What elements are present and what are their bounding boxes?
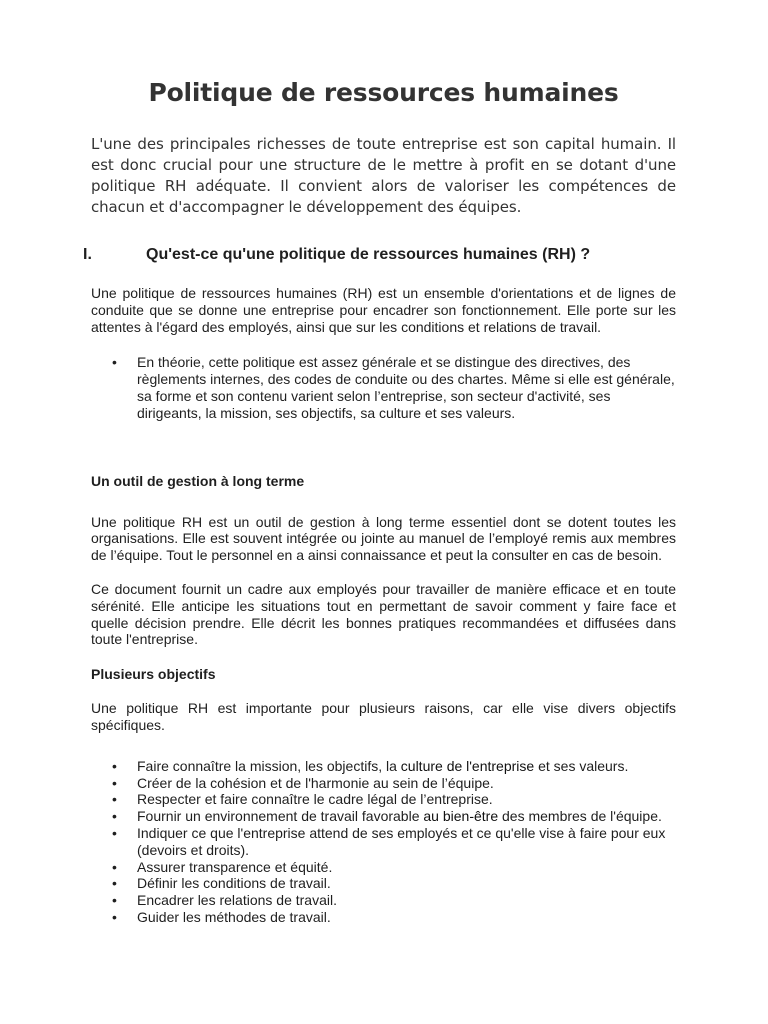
section1-bullet-list [91, 354, 676, 421]
list-item [91, 909, 676, 926]
list-item [91, 859, 676, 876]
list-item [91, 808, 676, 825]
list-item-text: Indiquer ce que l'entreprise attend de ses employés et ce qu'elle vise à faire pour eux (devoirs et droits). [137, 824, 666, 858]
bullet-icon: • [112, 908, 117, 925]
section-number: I. [83, 246, 92, 263]
bullet-icon: • [112, 858, 117, 875]
list-item [91, 791, 676, 808]
section2-paragraph-2: Ce document fournit un cadre aux employés pour travailler de manière efficace et en toute sérénité. Elle anticipe les situations tout en permettant de savoir comment y faire face et quelle décision prendre. Elle décrit les bonnes pratiques recommandées et diffusées dans toute l'entreprise. [91, 580, 676, 648]
list-item [91, 825, 676, 859]
section1-paragraph: Une politique de ressources humaines (RH) est un ensemble d'orientations et de lignes de conduite que se donne une entreprise pour encadrer son fonctionnement. Elle porte sur les attentes à l'égard des employés, ainsi que sur les conditions et relations de travail. [91, 285, 676, 335]
bullet-icon: • [112, 892, 117, 909]
section-title: Qu'est-ce qu'une politique de ressources humaines (RH) ? [146, 246, 591, 263]
list-item-text: Guider les méthodes de travail. [137, 908, 331, 925]
page-title: Politique de ressources humaines [148, 78, 619, 107]
section3-paragraph: Une politique RH est importante pour plusieurs raisons, car elle vise divers objectifs spécifiques. [91, 700, 676, 733]
list-item-text: Fournir un environnement de travail favorable [137, 808, 424, 825]
intro-paragraph: L'une des principales richesses de toute entreprise est son capital humain. Il est donc crucial pour une structure de le mettre à profit en se dotant d'une politique RH adéquate. Il convient alors de valoriser les compétences de chacun et d'accompagner le développement des équipes. [91, 135, 676, 216]
list-item [91, 775, 676, 792]
section2-paragraph-1: Une politique RH est un outil de gestion à long terme essentiel dont se dotent toutes les organisations. Elle est souvent intégrée ou jointe au manuel de l’employé remis aux membres de l’équipe. Tout le personnel en a ainsi connaissance et peut la consulter en cas de besoin. [91, 513, 676, 564]
list-item-text: Respecter et faire connaître le cadre légal de l’entreprise. [137, 791, 493, 808]
list-item-text: Définir les conditions de travail. [137, 875, 331, 892]
subheading-long-term-tool: Un outil de gestion à long terme [91, 472, 305, 489]
section-heading-1 [83, 246, 676, 264]
bullet-icon: • [112, 808, 117, 825]
bullet-icon: • [112, 354, 117, 371]
list-item-text: Encadrer les relations de travail. [137, 892, 337, 909]
list-item [91, 758, 676, 775]
bullet-icon: • [112, 757, 117, 774]
list-item-text: Créer de la cohésion et de l'harmonie au sein de l’équipe. [137, 774, 494, 791]
list-item [91, 875, 676, 892]
list-item [91, 892, 676, 909]
list-item-text: Faire connaître la mission, les objectifs, la [137, 757, 401, 774]
objectives-bullet-list [91, 758, 676, 926]
list-item-text: Assurer transparence et équité. [137, 858, 333, 875]
list-item-text: En théorie, cette politique est assez générale et se distingue des directives, des règlements internes, des codes de conduite ou des chartes. Même si elle est générale, sa forme et son contenu varient selon l’entreprise, son secteur d'activité, ses dirigeants, la mission, ses objectifs, sa culture et ses valeurs. [137, 354, 675, 421]
bullet-icon: • [112, 824, 117, 841]
subheading-objectives: Plusieurs objectifs [91, 666, 216, 683]
bullet-icon: • [112, 774, 117, 791]
list-item-text: et ses valeurs. [534, 757, 629, 774]
culture-link[interactable]: culture de l'entreprise [400, 757, 535, 774]
bullet-icon: • [112, 791, 117, 808]
bullet-icon: • [112, 875, 117, 892]
list-item-text: des membres de l'équipe. [498, 808, 662, 825]
wellbeing-link[interactable]: au bien-être [423, 808, 499, 825]
list-item [91, 354, 676, 421]
